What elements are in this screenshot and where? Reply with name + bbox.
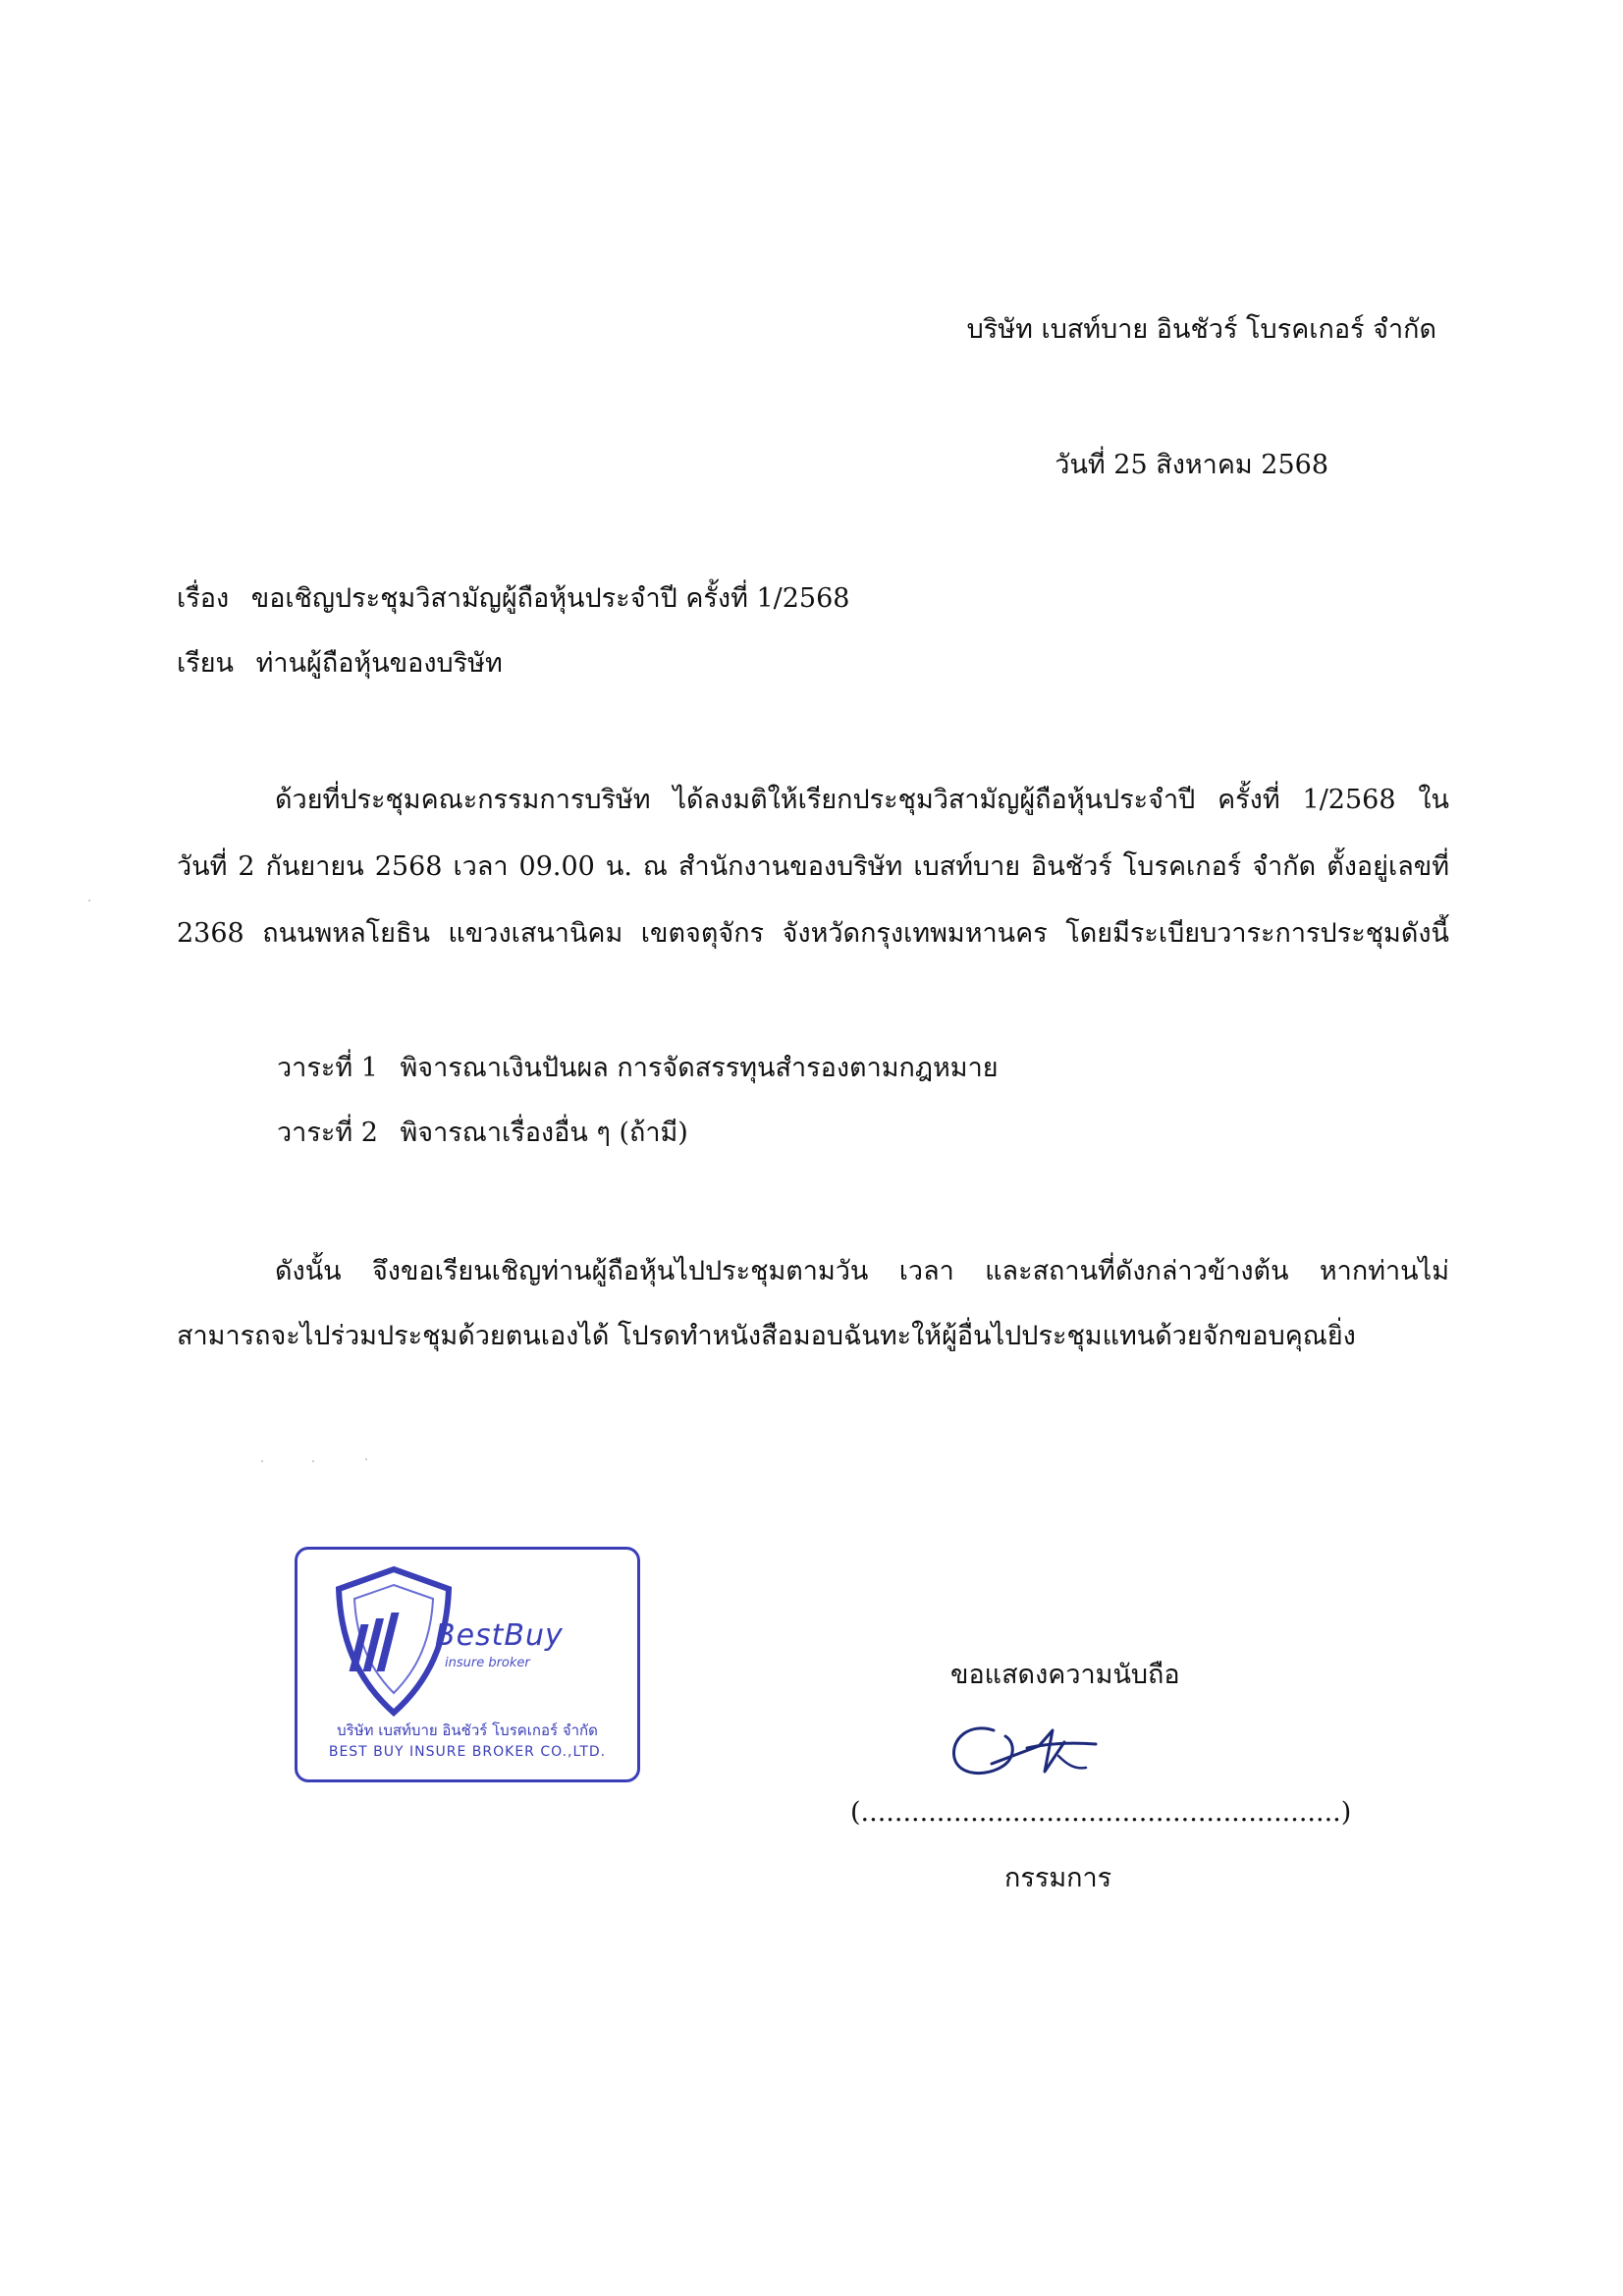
stamp-company-en: BEST BUY INSURE BROKER CO.,LTD. [328,1744,607,1760]
subject-text: ขอเชิญประชุมวิสามัญผู้ถือหุ้นประจำปี ครั้งที่ 1/2568 [250,583,850,614]
paragraph-line: 2368 ถนนพหลโยธิน แขวงเสนานิคม เขตจตุจักร จังหวัดกรุงเทพมหานคร โดยมีระเบียบวาระการประชุมดังนี้ [177,918,1449,949]
scan-speck [312,1460,314,1462]
paragraph-line: ด้วยที่ประชุมคณะกรรมการบริษัท ได้ลงมติให้เรียกประชุมวิสามัญผู้ถือหุ้นประจำปี ครั้งที่ 1/2568 ใน [275,785,1449,815]
scan-speck [88,900,90,902]
closing-phrase: ขอแสดงความนับถือ [950,1660,1180,1690]
handwritten-signature [943,1709,1109,1787]
agenda-text: พิจารณาเรื่องอื่น ๆ (ถ้ามี) [400,1118,688,1148]
company-name: บริษัท เบสท์บาย อินชัวร์ โบรคเกอร์ จำกัด [966,314,1436,345]
paragraph-invitation [177,1252,1449,1382]
agenda-number: วาระที่ 1 [277,1053,378,1083]
paragraph-line: วันที่ 2 กันยายน 2568 เวลา 09.00 น. ณ สำนักงานของบริษัท เบสท์บาย อินชัวร์ โบรคเกอร์ จำกัด ตั้งอยู่เลขที่ [177,851,1449,882]
letter-date: วันที่ 25 สิงหาคม 2568 [1055,450,1328,480]
recipient-label: เรียน [177,648,235,679]
scan-speck [261,1460,263,1462]
recipient-text: ท่านผู้ถือหุ้นของบริษัท [255,648,503,679]
agenda-item-2 [277,1114,688,1153]
scan-speck [365,1458,367,1460]
agenda-number: วาระที่ 2 [277,1118,378,1148]
agenda-text: พิจารณาเงินปันผล การจัดสรรทุนสำรองตามกฎหมาย [400,1053,999,1083]
stamp-brand: BestBuy [435,1618,564,1653]
agenda-item-1 [277,1049,999,1088]
signature-name-line: (.........................................................) [850,1797,1352,1828]
paragraph-line: ดังนั้น จึงขอเรียนเชิญท่านผู้ถือหุ้นไปประชุมตามวัน เวลา และสถานที่ดังกล่าวข้างต้น หากท่านไม่ [275,1256,1449,1286]
subject-label: เรื่อง [177,583,230,614]
paragraph-line: สามารถจะไปร่วมประชุมด้วยตนเองได้ โปรดทำหนังสือมอบฉันทะให้ผู้อื่นไปประชุมแทนด้วยจักขอบคุณยิ่ง [177,1321,1356,1351]
stamp-company-th: บริษัท เบสท์บาย อินชัวร์ โบรคเกอร์ จำกัด [337,1722,598,1739]
recipient-line [177,644,503,683]
stamp-tagline: insure broker [445,1656,530,1670]
company-stamp [295,1547,640,1782]
subject-line [177,579,849,619]
signer-position: กรรมการ [1004,1863,1112,1893]
paragraph-meeting-notice [177,781,1449,981]
